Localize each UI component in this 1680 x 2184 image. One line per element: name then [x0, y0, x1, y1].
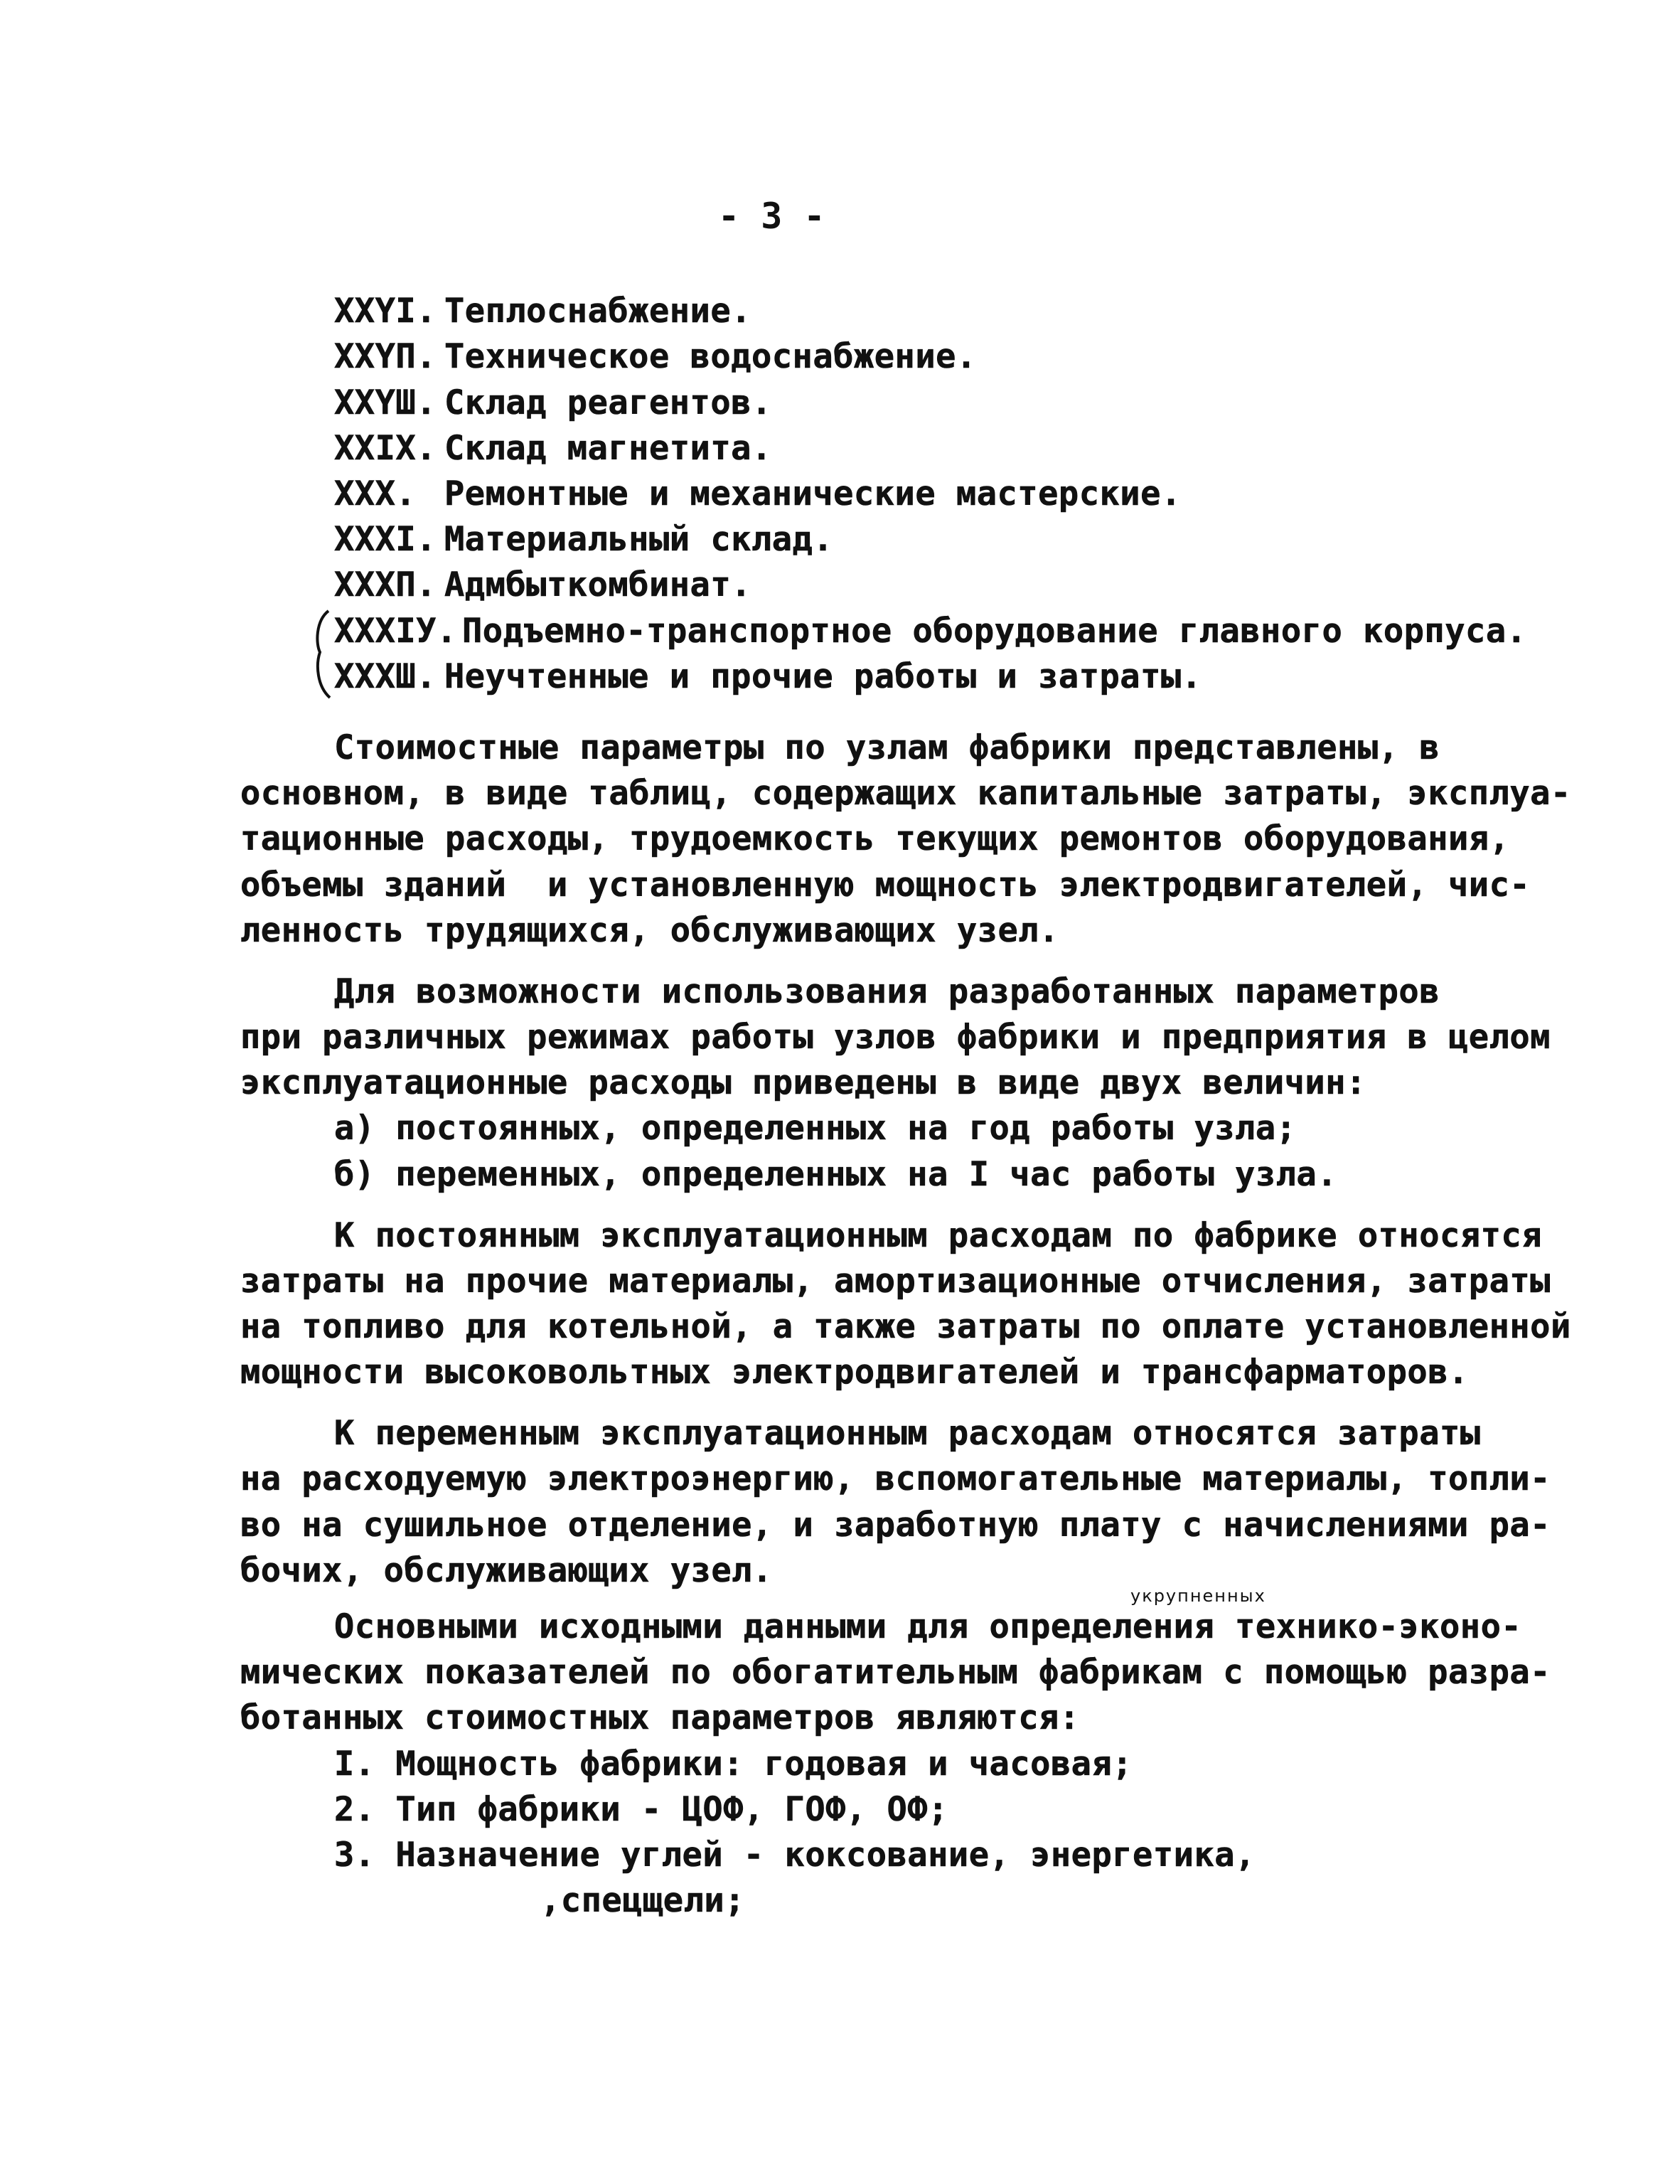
paragraph-2-line: при различных режимах работы узлов фабрики и предприятия в целом — [240, 1018, 1551, 1057]
toc-item — [334, 427, 772, 470]
paragraph-3-line: на топливо для котельной, а также затраты по оплате установленной — [240, 1307, 1571, 1346]
page-number: - 3 - — [718, 196, 825, 237]
toc-number: XXXП. — [334, 565, 437, 604]
toc-item — [334, 656, 1202, 698]
paragraph-5-line: ботанных стоимостных параметров являются: — [240, 1698, 1080, 1737]
paragraph-2-line: Для возможности использования разработанных параметров — [334, 972, 1440, 1011]
toc-title: Материальный склад. — [444, 520, 834, 559]
toc-number: XXXШ. — [334, 657, 437, 696]
paragraph-1-line: тационные расходы, трудоемкость текущих ремонтов оборудования, — [240, 819, 1510, 858]
paragraph-2-line: а) постоянных, определенных на год работы узла; — [334, 1109, 1297, 1148]
toc-number: XXXI. — [334, 520, 437, 559]
toc-title: Неучтенные и прочие работы и затраты. — [444, 657, 1202, 696]
toc-item — [334, 336, 977, 378]
toc-number: XXXIУ. — [334, 612, 457, 651]
paragraph-4-line: на расходуемую электроэнергию, вспомогательные материалы, топли- — [240, 1459, 1551, 1498]
paragraph-4-line: во на сушильное отделение, и заработную плату с начислениями ра- — [240, 1506, 1551, 1545]
toc-title: Склад магнетита. — [444, 429, 772, 468]
bracket-mark-icon — [313, 608, 331, 701]
list-item-continuation: ,спецщели; — [540, 1881, 745, 1920]
handwritten-insert: укрупненных — [1130, 1586, 1266, 1606]
toc-number: XXYП. — [334, 337, 437, 376]
paragraph-2-line: б) переменных, определенных на I час работы узла. — [334, 1155, 1338, 1194]
paragraph-1-line: основном, в виде таблиц, содержащих капитальные затраты, эксплуа- — [240, 774, 1571, 813]
toc-item — [334, 290, 751, 333]
list-item: I. Мощность фабрики: годовая и часовая; — [334, 1744, 1133, 1784]
toc-number: XXYI. — [334, 292, 437, 331]
paragraph-3-line: К постоянным эксплуатационным расходам по фабрике относятся — [334, 1216, 1542, 1255]
paragraph-4-line: К переменным эксплуатационным расходам относятся затраты — [334, 1414, 1481, 1453]
paragraph-3-line: мощности высоковольтных электродвигателей и трансфарматоров. — [240, 1353, 1469, 1392]
toc-title: Адмбыткомбинат. — [444, 565, 751, 604]
toc-title: Теплоснабжение. — [444, 292, 751, 331]
list-item: 2. Тип фабрики - ЦОФ, ГОФ, ОФ; — [334, 1790, 948, 1829]
toc-item — [334, 518, 833, 561]
paragraph-5-line: Основными исходными данными для определения технико-эконо- — [334, 1607, 1522, 1646]
paragraph-1-line: Стоимостные параметры по узлам фабрики представлены, в — [334, 728, 1440, 767]
toc-title: Склад реагентов. — [444, 383, 772, 422]
paragraph-2-line: эксплуатационные расходы приведены в виде двух величин: — [240, 1063, 1366, 1102]
toc-item — [334, 564, 751, 607]
toc-item — [334, 473, 1182, 516]
toc-item — [334, 610, 1526, 653]
toc-number: XXYШ. — [334, 383, 437, 422]
toc-number: XXX. — [334, 474, 417, 513]
paragraph-4-line: бочих, обслуживающих узел. — [240, 1551, 773, 1590]
paragraph-3-line: затраты на прочие материалы, амортизационные отчисления, затраты — [240, 1262, 1551, 1301]
paragraph-5-line: мических показателей по обогатительным фабрикам с помощью разра- — [240, 1653, 1551, 1692]
paragraph-1-line: объемы зданий и установленную мощность электродвигателей, чис- — [240, 865, 1531, 905]
toc-number: XXIX. — [334, 429, 437, 468]
toc-item — [334, 382, 772, 425]
list-item: 3. Назначение углей - коксование, энергетика, — [334, 1836, 1256, 1875]
toc-title: Подъемно-транспортное оборудование главного корпуса. — [462, 612, 1527, 651]
toc-title: Ремонтные и механические мастерские. — [444, 474, 1182, 513]
toc-title: Техническое водоснабжение. — [444, 337, 977, 376]
paragraph-1-line: ленность трудящихся, обслуживающих узел. — [240, 911, 1059, 950]
